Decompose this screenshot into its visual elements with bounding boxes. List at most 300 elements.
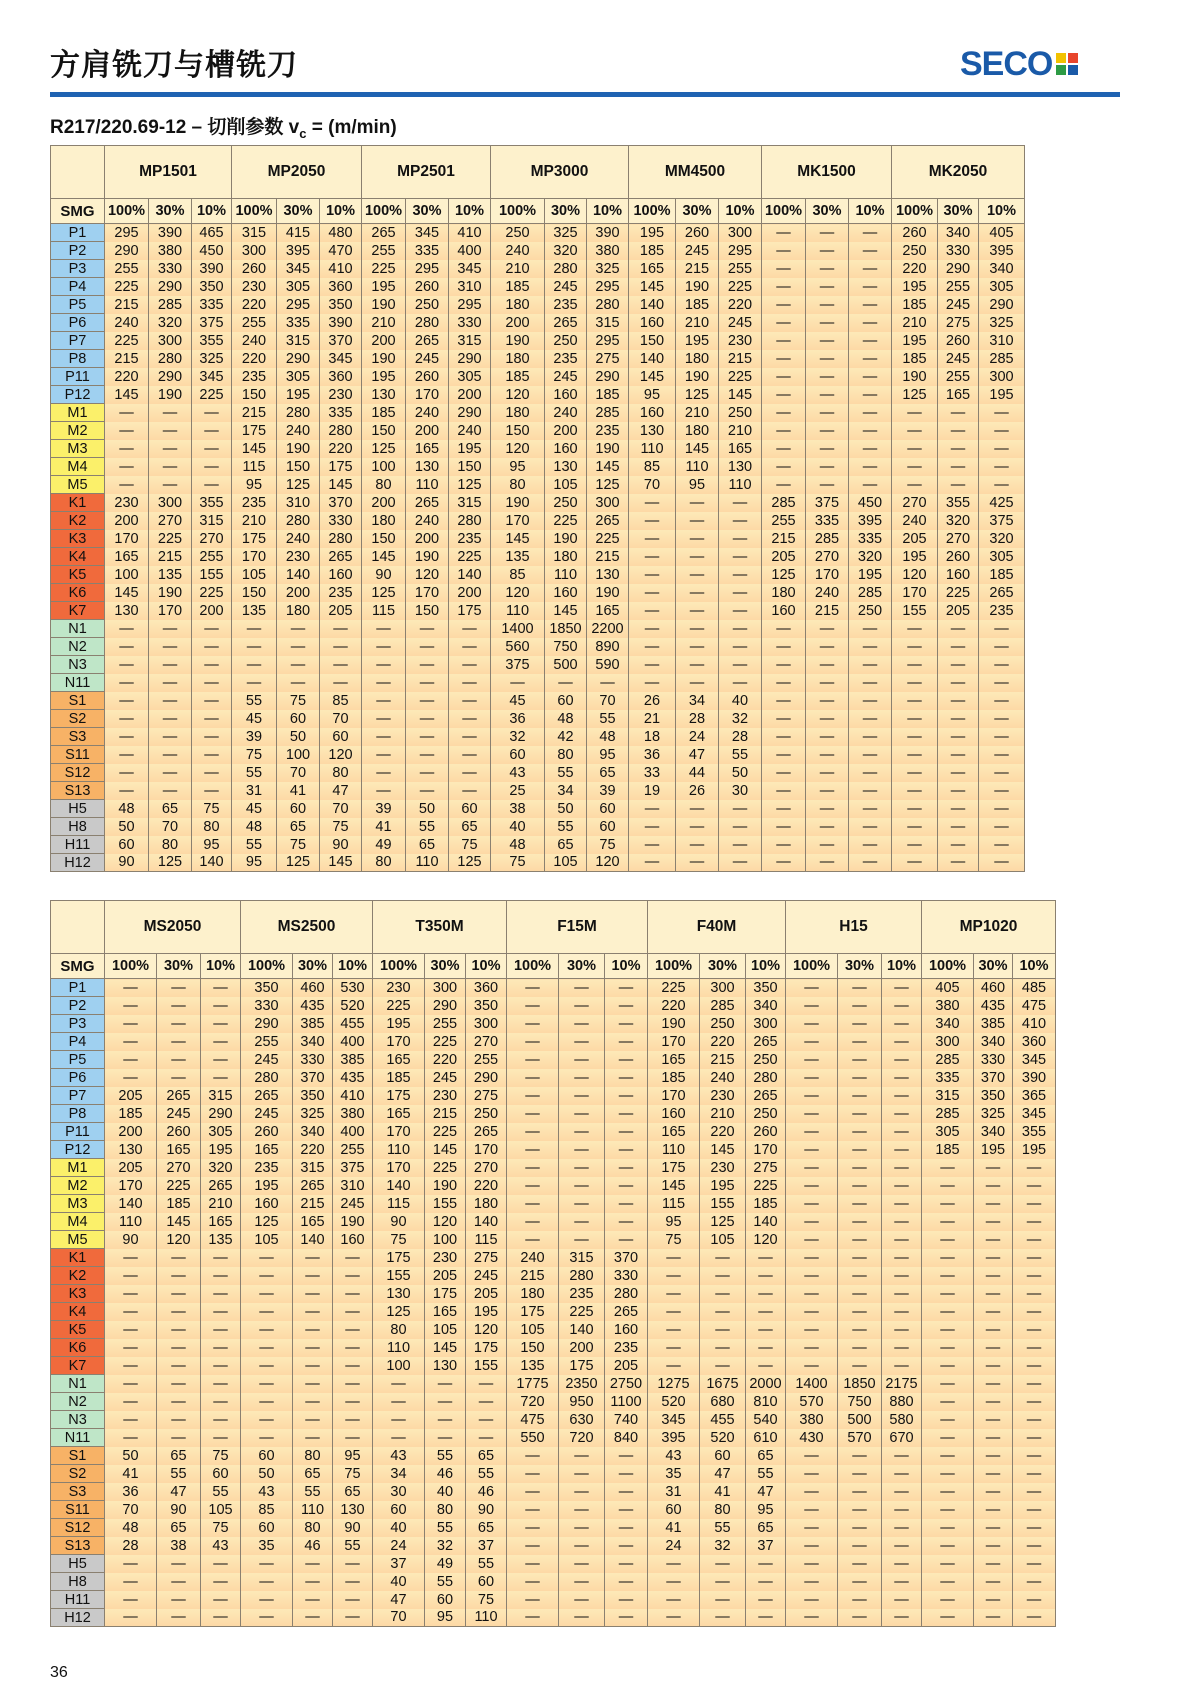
engagement-header: 100% bbox=[922, 954, 974, 979]
speed-value: 265 bbox=[746, 1087, 786, 1105]
speed-value: — bbox=[762, 476, 806, 494]
speed-value: — bbox=[1013, 1465, 1056, 1483]
speed-value: 160 bbox=[241, 1195, 293, 1213]
speed-value: — bbox=[746, 1339, 786, 1357]
speed-value: — bbox=[559, 979, 605, 997]
speed-value: — bbox=[192, 746, 232, 764]
speed-value: 305 bbox=[979, 278, 1025, 296]
speed-value: — bbox=[974, 1321, 1013, 1339]
smg-code: K4 bbox=[51, 548, 105, 566]
table-row bbox=[51, 1231, 1056, 1249]
speed-value: 380 bbox=[333, 1105, 373, 1123]
speed-value: 225 bbox=[157, 1177, 201, 1195]
speed-value: — bbox=[605, 1123, 648, 1141]
speed-value: — bbox=[406, 764, 449, 782]
speed-value: 90 bbox=[333, 1519, 373, 1537]
speed-value: — bbox=[938, 692, 979, 710]
speed-value: — bbox=[938, 728, 979, 746]
speed-value: 430 bbox=[786, 1429, 838, 1447]
table-row bbox=[51, 1393, 1056, 1411]
speed-value: — bbox=[719, 512, 762, 530]
speed-value: — bbox=[838, 1447, 882, 1465]
speed-value: — bbox=[786, 1483, 838, 1501]
speed-value: 55 bbox=[545, 818, 587, 836]
speed-value: 285 bbox=[922, 1105, 974, 1123]
table-row bbox=[51, 260, 1025, 278]
speed-value: — bbox=[806, 620, 849, 638]
header-corner bbox=[51, 146, 105, 199]
speed-value: — bbox=[507, 1483, 559, 1501]
speed-value: — bbox=[882, 1195, 922, 1213]
speed-value: — bbox=[507, 1519, 559, 1537]
speed-value: — bbox=[201, 1033, 241, 1051]
speed-value: 145 bbox=[157, 1213, 201, 1231]
speed-value: 315 bbox=[587, 314, 629, 332]
speed-value: 265 bbox=[746, 1033, 786, 1051]
speed-value: 48 bbox=[105, 1519, 157, 1537]
speed-value: 225 bbox=[449, 548, 491, 566]
speed-value: 39 bbox=[232, 728, 277, 746]
speed-value: 145 bbox=[629, 278, 676, 296]
speed-value: — bbox=[762, 710, 806, 728]
speed-value: — bbox=[406, 674, 449, 692]
speed-value: 750 bbox=[545, 638, 587, 656]
speed-value: — bbox=[849, 638, 892, 656]
speed-value: 2750 bbox=[605, 1375, 648, 1393]
speed-value: 720 bbox=[559, 1429, 605, 1447]
speed-value: — bbox=[362, 674, 406, 692]
table-row bbox=[51, 746, 1025, 764]
speed-value: — bbox=[762, 224, 806, 242]
speed-value: 370 bbox=[320, 332, 362, 350]
speed-value: 140 bbox=[629, 296, 676, 314]
speed-value: — bbox=[938, 404, 979, 422]
speed-value: 24 bbox=[648, 1537, 700, 1555]
engagement-header: 100% bbox=[232, 199, 277, 224]
speed-value: — bbox=[192, 692, 232, 710]
speed-value: — bbox=[605, 1195, 648, 1213]
speed-value: 30 bbox=[719, 782, 762, 800]
speed-value: — bbox=[605, 1573, 648, 1591]
smg-code: P3 bbox=[51, 1015, 105, 1033]
speed-value: 185 bbox=[491, 368, 545, 386]
speed-value: 395 bbox=[979, 242, 1025, 260]
speed-value: — bbox=[157, 1411, 201, 1429]
speed-value: 120 bbox=[491, 584, 545, 602]
speed-value: — bbox=[1013, 1429, 1056, 1447]
speed-value: — bbox=[849, 836, 892, 854]
speed-value: 155 bbox=[892, 602, 938, 620]
speed-value: — bbox=[605, 1555, 648, 1573]
speed-value: 80 bbox=[192, 818, 232, 836]
speed-value: — bbox=[786, 1087, 838, 1105]
speed-value: 140 bbox=[449, 566, 491, 584]
speed-value: — bbox=[938, 638, 979, 656]
speed-value: 120 bbox=[157, 1231, 201, 1249]
speed-value: 325 bbox=[545, 224, 587, 242]
speed-value: — bbox=[746, 1555, 786, 1573]
table-row bbox=[51, 1141, 1056, 1159]
speed-value: 47 bbox=[746, 1483, 786, 1501]
speed-value: 125 bbox=[449, 854, 491, 872]
speed-value: — bbox=[974, 1609, 1013, 1627]
speed-value: 200 bbox=[406, 422, 449, 440]
speed-value: 235 bbox=[320, 584, 362, 602]
speed-value: 135 bbox=[507, 1357, 559, 1375]
speed-value: — bbox=[105, 404, 149, 422]
speed-value: 235 bbox=[449, 530, 491, 548]
speed-value: — bbox=[762, 458, 806, 476]
speed-value: 190 bbox=[425, 1177, 466, 1195]
speed-value: 195 bbox=[241, 1177, 293, 1195]
speed-value: 190 bbox=[545, 530, 587, 548]
speed-value: — bbox=[892, 728, 938, 746]
speed-value: — bbox=[719, 548, 762, 566]
speed-value: 47 bbox=[320, 782, 362, 800]
speed-value: — bbox=[838, 979, 882, 997]
speed-value: — bbox=[559, 1519, 605, 1537]
speed-value: — bbox=[922, 1393, 974, 1411]
speed-value: 360 bbox=[466, 979, 507, 997]
speed-value: 120 bbox=[892, 566, 938, 584]
speed-value: 475 bbox=[507, 1411, 559, 1429]
engagement-header: 10% bbox=[449, 199, 491, 224]
smg-code: S3 bbox=[51, 1483, 105, 1501]
speed-value: — bbox=[676, 800, 719, 818]
speed-value: 305 bbox=[979, 548, 1025, 566]
speed-value: — bbox=[719, 854, 762, 872]
speed-value: 195 bbox=[277, 386, 320, 404]
speed-value: 185 bbox=[491, 278, 545, 296]
table-row bbox=[51, 1609, 1056, 1627]
speed-value: 75 bbox=[320, 818, 362, 836]
speed-value: 125 bbox=[149, 854, 192, 872]
speed-value: — bbox=[559, 1105, 605, 1123]
speed-value: 145 bbox=[629, 368, 676, 386]
speed-value: — bbox=[1013, 1573, 1056, 1591]
speed-value: — bbox=[762, 278, 806, 296]
speed-value: 400 bbox=[449, 242, 491, 260]
speed-value: 225 bbox=[719, 278, 762, 296]
speed-value: — bbox=[605, 1177, 648, 1195]
speed-value: 110 bbox=[293, 1501, 333, 1519]
smg-code: M4 bbox=[51, 1213, 105, 1231]
speed-value: — bbox=[676, 656, 719, 674]
speed-value: 38 bbox=[491, 800, 545, 818]
speed-value: 250 bbox=[719, 404, 762, 422]
speed-value: — bbox=[838, 1231, 882, 1249]
speed-value: — bbox=[362, 728, 406, 746]
speed-value: — bbox=[1013, 1411, 1056, 1429]
speed-value: — bbox=[362, 692, 406, 710]
speed-value: — bbox=[1013, 1609, 1056, 1627]
speed-value: 415 bbox=[277, 224, 320, 242]
speed-value: — bbox=[719, 800, 762, 818]
speed-value: 315 bbox=[559, 1249, 605, 1267]
speed-value: — bbox=[786, 1015, 838, 1033]
speed-value: — bbox=[1013, 1501, 1056, 1519]
speed-value: 165 bbox=[406, 440, 449, 458]
speed-value: — bbox=[979, 800, 1025, 818]
speed-value: — bbox=[105, 422, 149, 440]
speed-value: — bbox=[507, 1033, 559, 1051]
table-row bbox=[51, 1591, 1056, 1609]
smg-code: K3 bbox=[51, 1285, 105, 1303]
speed-value: — bbox=[676, 530, 719, 548]
speed-value: 135 bbox=[201, 1231, 241, 1249]
speed-value: — bbox=[806, 440, 849, 458]
speed-value: — bbox=[1013, 1177, 1056, 1195]
speed-value: 255 bbox=[762, 512, 806, 530]
speed-value: 43 bbox=[201, 1537, 241, 1555]
speed-value: 570 bbox=[786, 1393, 838, 1411]
speed-value: 230 bbox=[700, 1159, 746, 1177]
speed-value: — bbox=[149, 620, 192, 638]
speed-value: — bbox=[192, 404, 232, 422]
speed-value: 55 bbox=[466, 1555, 507, 1573]
speed-value: 385 bbox=[333, 1051, 373, 1069]
speed-value: 75 bbox=[232, 746, 277, 764]
speed-value: 260 bbox=[746, 1123, 786, 1141]
speed-value: 240 bbox=[406, 512, 449, 530]
speed-value: — bbox=[786, 1465, 838, 1483]
speed-value: 215 bbox=[806, 602, 849, 620]
speed-value: 45 bbox=[232, 800, 277, 818]
speed-value: 175 bbox=[648, 1159, 700, 1177]
speed-value: — bbox=[157, 1033, 201, 1051]
speed-value: 300 bbox=[746, 1015, 786, 1033]
speed-value: — bbox=[974, 1573, 1013, 1591]
speed-value: — bbox=[1013, 1339, 1056, 1357]
speed-value: — bbox=[719, 602, 762, 620]
speed-value: 810 bbox=[746, 1393, 786, 1411]
speed-value: — bbox=[979, 854, 1025, 872]
speed-value: — bbox=[676, 548, 719, 566]
speed-value: 880 bbox=[882, 1393, 922, 1411]
speed-value: — bbox=[293, 1573, 333, 1591]
speed-value: 520 bbox=[648, 1393, 700, 1411]
speed-value: 275 bbox=[466, 1249, 507, 1267]
speed-value: 210 bbox=[201, 1195, 241, 1213]
speed-value: 270 bbox=[466, 1159, 507, 1177]
speed-value: — bbox=[192, 656, 232, 674]
speed-value: — bbox=[849, 746, 892, 764]
speed-value: — bbox=[232, 656, 277, 674]
speed-value: 255 bbox=[938, 368, 979, 386]
speed-value: — bbox=[806, 350, 849, 368]
engagement-header: 100% bbox=[786, 954, 838, 979]
speed-value: 70 bbox=[373, 1609, 425, 1627]
table-row bbox=[51, 674, 1025, 692]
speed-value: — bbox=[762, 728, 806, 746]
speed-value: 370 bbox=[605, 1249, 648, 1267]
speed-value: 280 bbox=[746, 1069, 786, 1087]
speed-value: — bbox=[192, 422, 232, 440]
speed-value: — bbox=[806, 332, 849, 350]
table-row bbox=[51, 728, 1025, 746]
speed-value: — bbox=[648, 1321, 700, 1339]
speed-value: — bbox=[762, 764, 806, 782]
speed-value: — bbox=[849, 224, 892, 242]
table-row bbox=[51, 692, 1025, 710]
speed-value: — bbox=[149, 422, 192, 440]
speed-value: — bbox=[806, 368, 849, 386]
speed-value: 175 bbox=[232, 422, 277, 440]
speed-value: 105 bbox=[425, 1321, 466, 1339]
speed-value: 115 bbox=[373, 1195, 425, 1213]
table-row bbox=[51, 1303, 1056, 1321]
speed-value: 305 bbox=[277, 278, 320, 296]
speed-value: — bbox=[201, 1609, 241, 1627]
speed-value: — bbox=[277, 620, 320, 638]
speed-value: 75 bbox=[201, 1519, 241, 1537]
speed-value: 43 bbox=[491, 764, 545, 782]
speed-value: 250 bbox=[892, 242, 938, 260]
speed-value: — bbox=[676, 494, 719, 512]
speed-value: 130 bbox=[719, 458, 762, 476]
speed-value: 400 bbox=[333, 1123, 373, 1141]
header-rule bbox=[50, 92, 1120, 97]
page-number: 36 bbox=[50, 1664, 68, 1681]
table-row bbox=[51, 638, 1025, 656]
speed-value: — bbox=[786, 1447, 838, 1465]
speed-value: — bbox=[201, 1015, 241, 1033]
speed-value: — bbox=[762, 674, 806, 692]
speed-value: 720 bbox=[507, 1393, 559, 1411]
speed-value: — bbox=[938, 620, 979, 638]
speed-value: 265 bbox=[406, 494, 449, 512]
speed-value: — bbox=[892, 764, 938, 782]
speed-value: — bbox=[849, 314, 892, 332]
speed-value: — bbox=[201, 1591, 241, 1609]
speed-value: — bbox=[507, 1015, 559, 1033]
speed-value: — bbox=[605, 1591, 648, 1609]
speed-value: — bbox=[979, 422, 1025, 440]
engagement-header: 30% bbox=[425, 954, 466, 979]
speed-value: 1850 bbox=[545, 620, 587, 638]
speed-value: — bbox=[648, 1285, 700, 1303]
speed-value: — bbox=[507, 1159, 559, 1177]
speed-value: 235 bbox=[545, 296, 587, 314]
table-row bbox=[51, 350, 1025, 368]
speed-value: 160 bbox=[333, 1231, 373, 1249]
speed-value: — bbox=[362, 710, 406, 728]
table-row bbox=[51, 1069, 1056, 1087]
speed-value: 140 bbox=[559, 1321, 605, 1339]
speed-value: — bbox=[362, 620, 406, 638]
speed-value: — bbox=[105, 638, 149, 656]
speed-value: 285 bbox=[922, 1051, 974, 1069]
speed-value: 80 bbox=[491, 476, 545, 494]
table-row bbox=[51, 368, 1025, 386]
speed-value: — bbox=[105, 1573, 157, 1591]
table-row bbox=[51, 1159, 1056, 1177]
speed-value: 170 bbox=[373, 1033, 425, 1051]
speed-value: — bbox=[605, 1231, 648, 1249]
speed-value: 280 bbox=[149, 350, 192, 368]
speed-value: 180 bbox=[491, 350, 545, 368]
speed-value: 60 bbox=[466, 1573, 507, 1591]
smg-code: N1 bbox=[51, 1375, 105, 1393]
speed-value: 95 bbox=[232, 476, 277, 494]
speed-value: — bbox=[719, 656, 762, 674]
speed-value: 315 bbox=[277, 332, 320, 350]
smg-code: S12 bbox=[51, 1519, 105, 1537]
speed-value: — bbox=[1013, 1321, 1056, 1339]
speed-value: — bbox=[974, 1357, 1013, 1375]
smg-code: P7 bbox=[51, 1087, 105, 1105]
speed-value: — bbox=[786, 1501, 838, 1519]
speed-value: — bbox=[762, 746, 806, 764]
speed-value: — bbox=[700, 1609, 746, 1627]
engagement-header: 10% bbox=[466, 954, 507, 979]
speed-value: 340 bbox=[979, 260, 1025, 278]
speed-value: 250 bbox=[545, 494, 587, 512]
speed-value: — bbox=[974, 1249, 1013, 1267]
speed-value: — bbox=[746, 1591, 786, 1609]
speed-value: — bbox=[786, 1573, 838, 1591]
speed-value: — bbox=[201, 1051, 241, 1069]
speed-value: — bbox=[559, 1501, 605, 1519]
speed-value: 225 bbox=[105, 332, 149, 350]
smg-code: P2 bbox=[51, 242, 105, 260]
speed-value: — bbox=[605, 1015, 648, 1033]
speed-value: 500 bbox=[545, 656, 587, 674]
speed-value: 390 bbox=[587, 224, 629, 242]
speed-value: 345 bbox=[1013, 1051, 1056, 1069]
smg-code: S1 bbox=[51, 692, 105, 710]
speed-value: — bbox=[786, 1213, 838, 1231]
speed-value: 110 bbox=[373, 1339, 425, 1357]
speed-value: — bbox=[559, 1123, 605, 1141]
speed-value: 105 bbox=[241, 1231, 293, 1249]
speed-value: 275 bbox=[746, 1159, 786, 1177]
speed-value: 165 bbox=[587, 602, 629, 620]
speed-value: 95 bbox=[648, 1213, 700, 1231]
speed-value: — bbox=[507, 1537, 559, 1555]
speed-value: — bbox=[105, 764, 149, 782]
speed-value: 90 bbox=[362, 566, 406, 584]
speed-value: — bbox=[605, 1519, 648, 1537]
speed-value: 270 bbox=[806, 548, 849, 566]
speed-value: 280 bbox=[277, 404, 320, 422]
speed-value: — bbox=[105, 1249, 157, 1267]
speed-value: 190 bbox=[333, 1213, 373, 1231]
table-row bbox=[51, 1195, 1056, 1213]
speed-value: 330 bbox=[149, 260, 192, 278]
speed-value: — bbox=[806, 692, 849, 710]
speed-value: 160 bbox=[648, 1105, 700, 1123]
speed-value: 43 bbox=[648, 1447, 700, 1465]
speed-value: — bbox=[449, 710, 491, 728]
speed-value: 295 bbox=[277, 296, 320, 314]
speed-value: 150 bbox=[232, 386, 277, 404]
speed-value: 250 bbox=[406, 296, 449, 314]
speed-value: — bbox=[882, 979, 922, 997]
speed-value: — bbox=[838, 1051, 882, 1069]
speed-value: — bbox=[559, 1015, 605, 1033]
speed-value: — bbox=[786, 1105, 838, 1123]
speed-value: 260 bbox=[406, 278, 449, 296]
speed-value: 240 bbox=[491, 242, 545, 260]
speed-value: — bbox=[719, 530, 762, 548]
speed-value: 280 bbox=[406, 314, 449, 332]
speed-value: — bbox=[922, 1411, 974, 1429]
speed-value: — bbox=[105, 458, 149, 476]
speed-value: 300 bbox=[700, 979, 746, 997]
speed-value: — bbox=[838, 1339, 882, 1357]
speed-value: 195 bbox=[449, 440, 491, 458]
